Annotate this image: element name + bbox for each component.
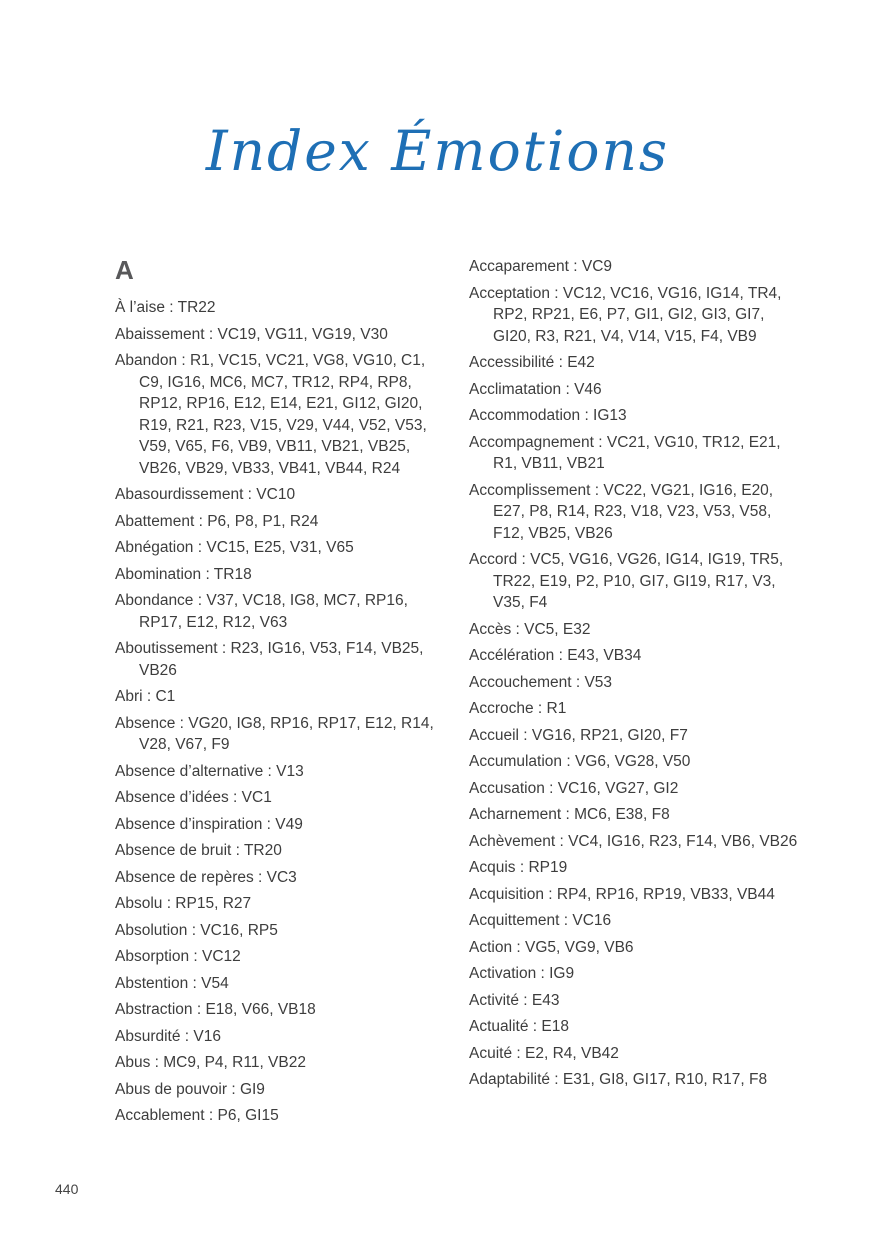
index-entry: Action : VG5, VG9, VB6 [469,938,634,956]
index-entry: Abnégation : VC15, E25, V31, V65 [115,539,354,556]
index-entry: Abstention : V54 [115,974,229,992]
entry-list-right [469,256,799,1091]
index-entry: Accouchement : V53 [469,673,613,691]
index-entry: Absurdité : V16 [115,1027,221,1045]
index-entry: Accueil : VG16, RP21, GI20, F7 [469,726,688,744]
index-entry: Abus de pouvoir : GI9 [115,1080,265,1098]
index-entry: Absolution : VC16, RP5 [115,921,278,939]
index-entry: Abattement : P6, P8, P1, R24 [115,512,319,530]
index-entry: Acceptation : VC12, VC16, VG16, IG14, TR4, RP2, RP21, E6, P7, GI1, GI2, GI3, GI7, GI20, R3, R21, V4, V14, V15, F4, VB9 [469,284,782,345]
index-entry: Accès : VC5, E32 [469,620,591,638]
index-entry: Activité : E43 [469,991,560,1009]
index-entry: Acclimatation : V46 [469,380,602,398]
index-entry: Acuité : E2, R4, VB42 [469,1044,619,1062]
index-entry: Accroche : R1 [469,700,567,717]
index-entry: Absence de repères : VC3 [115,868,297,886]
index-entry: Accord : VC5, VG16, VG26, IG14, IG19, TR5, TR22, E19, P2, P10, GI7, GI19, R17, V3, V35, F4 [469,551,784,611]
index-entry: Accélération : E43, VB34 [469,647,642,664]
index-entry: Abaissement : VC19, VG11, VG19, V30 [115,325,388,343]
index-entry: À l’aise : TR22 [115,299,216,316]
index-entry: Actualité : E18 [469,1018,569,1035]
section-letter: A [115,255,134,285]
index-entry: Accaparement : VC9 [469,258,613,275]
index-entry: Absence : VG20, IG8, RP16, RP17, E12, R14, V28, V67, F9 [115,714,434,753]
index-entry: Abstraction : E18, V66, VB18 [115,1001,316,1018]
index-entry: Adaptabilité : E31, GI8, GI17, R10, R17, F8 [469,1071,768,1088]
index-entry: Absence d’inspiration : V49 [115,815,303,833]
index-entry: Accablement : P6, GI15 [115,1107,279,1124]
index-column-left [115,256,445,1132]
index-entry: Acharnement : MC6, E38, F8 [469,806,670,823]
entry-list-left [115,297,445,1127]
index-entry: Achèvement : VC4, IG16, R23, F14, VB6, VB26 [469,832,798,850]
page-title: Index Émotions [205,119,670,183]
index-entry: Absence d’alternative : V13 [115,762,304,780]
index-entry: Absolu : RP15, R27 [115,895,252,912]
page-number: 440 [55,1181,79,1197]
index-entry: Abomination : TR18 [115,565,252,583]
index-entry: Activation : IG9 [469,965,575,982]
index-entry: Accomplissement : VC22, VG21, IG16, E20, E27, P8, R14, R23, V18, V23, V53, V58, F12, VB25, VB26 [469,481,774,542]
index-entry: Absence de bruit : TR20 [115,842,282,859]
index-entry: Acquis : RP19 [469,859,568,876]
index-entry: Absence d’idées : VC1 [115,789,272,806]
index-entry: Accessibilité : E42 [469,354,595,371]
index-entry: Accusation : VC16, VG27, GI2 [469,779,679,797]
index-entry: Accumulation : VG6, VG28, V50 [469,753,691,770]
index-entry: Absorption : VC12 [115,948,241,965]
index-column-right [469,256,799,1132]
index-entry: Abasourdissement : VC10 [115,486,296,503]
index-entry: Abri : C1 [115,688,176,705]
index-entry: Accompagnement : VC21, VG10, TR12, E21, R1, VB11, VB21 [469,433,781,472]
index-columns [115,256,799,1132]
index-entry: Aboutissement : R23, IG16, V53, F14, VB25, VB26 [115,640,424,679]
index-entry: Abandon : R1, VC15, VC21, VG8, VG10, C1, C9, IG16, MC6, MC7, TR12, RP4, RP8, RP12, RP16, E12, E14, E21, GI12, GI20, R19, R21, R23, V15, V29, V44, V52, V53, V59, V65, F6, VB9, VB11, VB21, VB25, VB26, VB29, VB33, VB41, VB44, R24 [115,352,427,477]
index-entry: Abus : MC9, P4, R11, VB22 [115,1054,306,1071]
index-entry: Acquisition : RP4, RP16, RP19, VB33, VB44 [469,885,775,903]
index-entry: Acquittement : VC16 [469,912,612,929]
index-entry: Accommodation : IG13 [469,407,627,424]
index-entry: Abondance : V37, VC18, IG8, MC7, RP16, RP17, E12, R12, V63 [115,592,408,631]
